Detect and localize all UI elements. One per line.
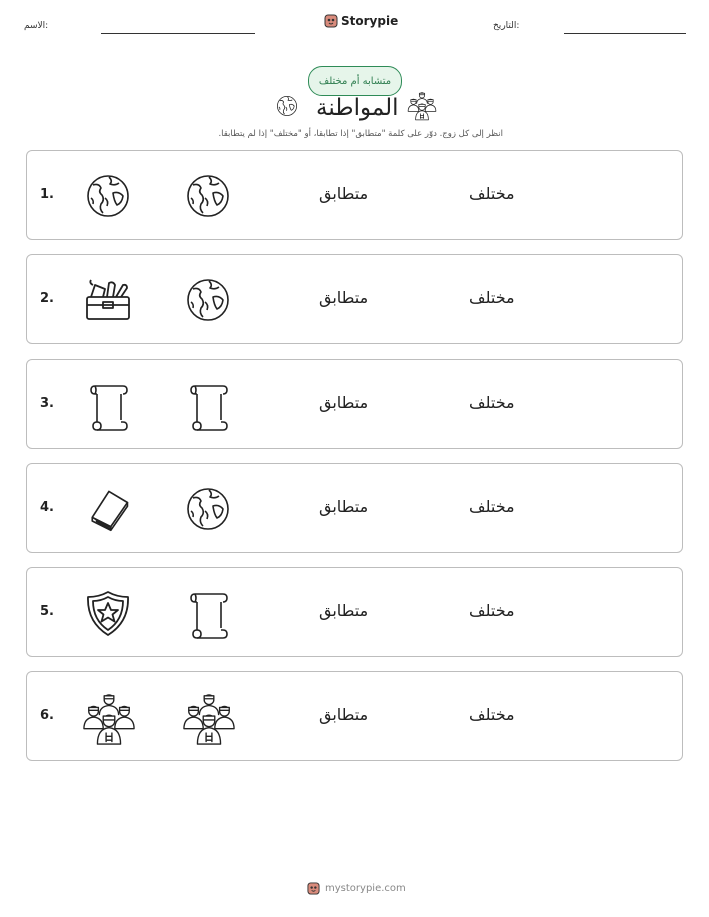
row-number: 1. bbox=[40, 187, 54, 202]
community-icon bbox=[80, 692, 138, 742]
brand-logo bbox=[324, 13, 398, 29]
worksheet-type-badge: متشابه أم مختلف bbox=[308, 66, 402, 96]
different-option[interactable]: مختلف bbox=[469, 705, 515, 724]
different-option[interactable]: مختلف bbox=[469, 601, 515, 620]
pair-row-6 bbox=[26, 671, 683, 761]
instructions: انظر إلى كل زوج. دوّر على كلمة "متطابق" إذا تطابقا، أو "مختلف" إذا لم يتطابقا. bbox=[218, 129, 503, 139]
brand-name: Storypie bbox=[341, 14, 399, 28]
pair-row-4 bbox=[26, 463, 683, 553]
globe-icon bbox=[275, 94, 299, 118]
row-number: 4. bbox=[40, 500, 54, 515]
row-number: 3. bbox=[40, 396, 54, 411]
different-option[interactable]: مختلف bbox=[469, 288, 515, 307]
row-number: 5. bbox=[40, 604, 54, 619]
globe-icon bbox=[83, 171, 133, 221]
community-icon bbox=[180, 692, 238, 742]
same-option[interactable]: متطابق bbox=[319, 288, 369, 307]
date-line[interactable] bbox=[564, 33, 686, 34]
shield-star-icon bbox=[83, 588, 133, 638]
different-option[interactable]: مختلف bbox=[469, 497, 515, 516]
name-label: الاسم: bbox=[24, 21, 49, 31]
footer-site[interactable]: mystorypie.com bbox=[325, 883, 406, 894]
globe-icon bbox=[183, 484, 233, 534]
name-line[interactable] bbox=[101, 33, 255, 34]
globe-icon bbox=[183, 171, 233, 221]
same-option[interactable]: متطابق bbox=[319, 497, 369, 516]
pair-row-3 bbox=[26, 359, 683, 449]
pair-row-5 bbox=[26, 567, 683, 657]
storypie-mascot-icon bbox=[324, 13, 338, 29]
row-number: 2. bbox=[40, 291, 54, 306]
globe-icon bbox=[183, 275, 233, 325]
pair-row-1 bbox=[26, 150, 683, 240]
community-icon bbox=[406, 91, 438, 121]
same-option[interactable]: متطابق bbox=[319, 393, 369, 412]
toolbox-icon bbox=[83, 275, 133, 325]
scroll-icon bbox=[183, 588, 233, 638]
pair-row-2 bbox=[26, 254, 683, 344]
worksheet-title: المواطنة bbox=[316, 95, 399, 121]
storypie-mascot-icon bbox=[307, 881, 320, 896]
different-option[interactable]: مختلف bbox=[469, 184, 515, 203]
same-option[interactable]: متطابق bbox=[319, 705, 369, 724]
same-option[interactable]: متطابق bbox=[319, 601, 369, 620]
book-icon bbox=[83, 484, 133, 534]
footer bbox=[307, 881, 406, 896]
scroll-icon bbox=[183, 380, 233, 430]
same-option[interactable]: متطابق bbox=[319, 184, 369, 203]
different-option[interactable]: مختلف bbox=[469, 393, 515, 412]
date-label: التاريخ: bbox=[493, 21, 520, 31]
scroll-icon bbox=[83, 380, 133, 430]
row-number: 6. bbox=[40, 708, 54, 723]
